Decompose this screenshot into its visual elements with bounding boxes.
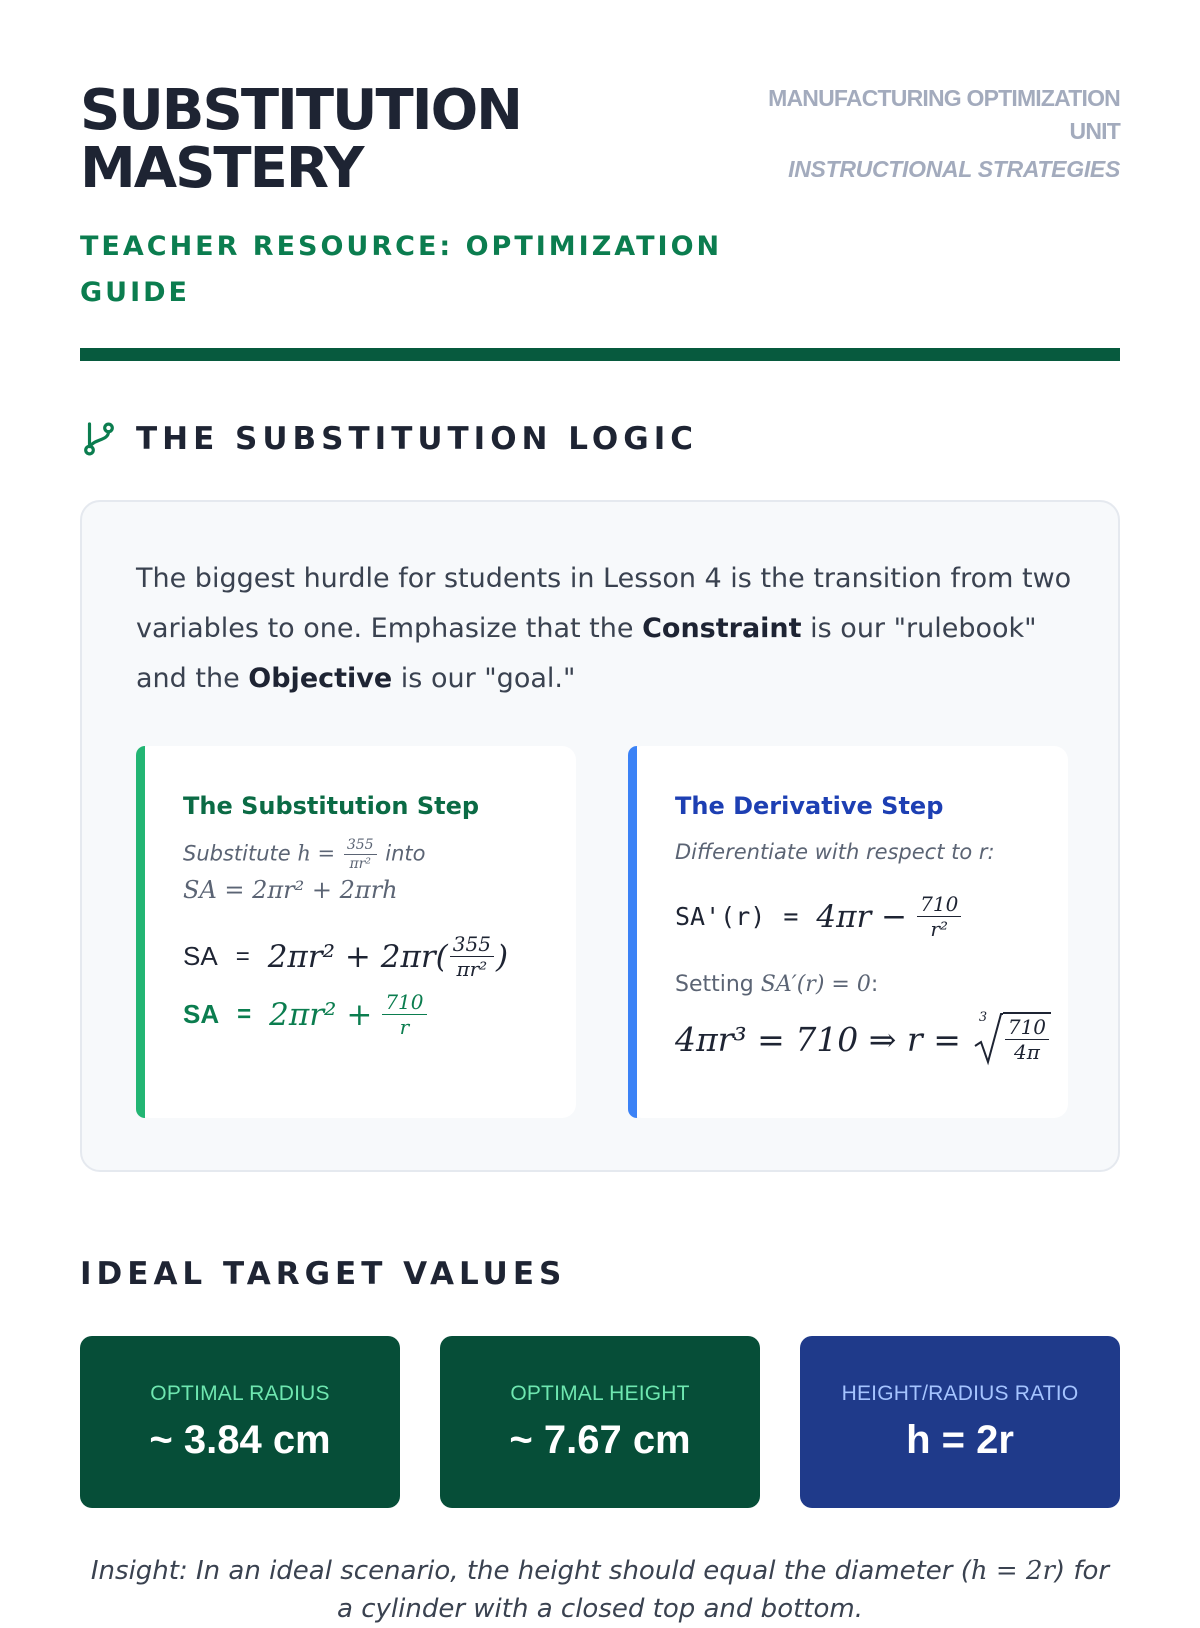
card-title: The Substitution Step xyxy=(183,792,480,820)
insight-suffix: ) for a cylinder with a closed top and bottom. xyxy=(337,1556,1110,1624)
unit-label: MANUFACTURING OPTIMIZATION UNIT xyxy=(768,85,1120,144)
intro-text-1: The biggest hurdle for students in Lesson 4 is the transition from two variables to one. Emphasize that the xyxy=(136,563,1072,644)
eq-fraction xyxy=(1003,1012,1051,1062)
insight-note xyxy=(80,1552,1120,1628)
root-index: 3 xyxy=(978,1010,988,1025)
height-radius-ratio-tile xyxy=(800,1336,1120,1508)
eq-fraction xyxy=(917,894,961,939)
radical-sign-icon xyxy=(973,1012,1003,1066)
substitution-note xyxy=(183,838,426,871)
eq-expression: 2πr² + 2πr( xyxy=(267,938,448,975)
intro-text-3: is our "goal." xyxy=(392,663,576,694)
note-prefix: Substitute xyxy=(183,841,298,866)
optimal-height-tile xyxy=(440,1336,760,1508)
page-header xyxy=(80,78,1120,362)
strategies-label: INSTRUCTIONAL STRATEGIES xyxy=(788,156,1120,182)
cube-root xyxy=(973,1012,1051,1066)
eq-denominator: r² xyxy=(930,917,948,941)
eq-label: SA'(r) xyxy=(675,902,766,931)
eq-numerator: 710 xyxy=(1005,1017,1049,1040)
card-title: The Derivative Step xyxy=(675,792,944,820)
radius-solution xyxy=(675,1012,1051,1066)
intro-bold-objective: Objective xyxy=(248,663,393,694)
intro-bold-constraint: Constraint xyxy=(642,613,802,644)
eq-fraction xyxy=(450,934,494,979)
header-meta xyxy=(740,82,1120,184)
eq-sign: = xyxy=(235,942,250,970)
derivative-equation xyxy=(675,894,961,939)
tile-label: OPTIMAL HEIGHT xyxy=(510,1382,690,1405)
eq-denominator: πr² xyxy=(456,957,488,981)
header-divider xyxy=(80,348,1120,361)
eq-close-paren: ) xyxy=(495,938,509,975)
title-line-2: MASTERY xyxy=(80,136,363,201)
surface-area-formula: SA = 2πr² + 2πrh xyxy=(183,876,398,904)
title-line-1: SUBSTITUTION xyxy=(80,78,522,143)
eq-numerator: 710 xyxy=(917,894,961,917)
note-suffix: into xyxy=(385,841,426,866)
optimal-radius-tile xyxy=(80,1336,400,1508)
setting-derivative-zero xyxy=(675,972,878,997)
eq-numerator: 710 xyxy=(382,992,426,1015)
substitution-logic-heading xyxy=(80,416,698,462)
card-accent-bar xyxy=(136,746,145,1118)
note-fraction xyxy=(344,838,377,871)
intro-paragraph xyxy=(136,554,1076,704)
tile-label: HEIGHT/RADIUS RATIO xyxy=(841,1382,1079,1405)
setting-suffix: : xyxy=(870,972,879,997)
derivative-note: Differentiate with respect to r: xyxy=(675,840,995,864)
simplified-equation xyxy=(183,992,427,1037)
eq-numerator: 355 xyxy=(450,934,494,957)
eq-label: SA xyxy=(183,999,220,1029)
substitution-step-card xyxy=(136,746,576,1118)
eq-denominator: 4π xyxy=(1014,1040,1040,1064)
derivative-step-card xyxy=(628,746,1068,1118)
tile-value: h = 2r xyxy=(906,1418,1014,1462)
eq-denominator: r xyxy=(399,1015,410,1039)
git-branch-icon xyxy=(80,420,118,458)
card-accent-bar xyxy=(628,746,637,1118)
eq-label: SA xyxy=(183,941,218,971)
eq-expression: 4πr³ = 710 ⇒ r = xyxy=(675,1019,961,1059)
note-numerator: 355 xyxy=(344,838,377,855)
setting-math: SA′(r) = 0 xyxy=(760,972,871,997)
eq-expression: 2πr² + xyxy=(269,996,373,1033)
tile-label: OPTIMAL RADIUS xyxy=(150,1382,330,1405)
note-variable: h = xyxy=(297,841,336,866)
section-title: THE SUBSTITUTION LOGIC xyxy=(136,421,699,457)
substitution-equation xyxy=(183,934,508,979)
target-values-heading: IDEAL TARGET VALUES xyxy=(80,1256,567,1292)
eq-sign: = xyxy=(237,1000,252,1028)
insight-prefix: Insight: In an ideal scenario, the height should equal the diameter ( xyxy=(90,1556,971,1586)
insight-math: h = 2r xyxy=(970,1556,1055,1586)
intro-text-2: is our "rulebook" and the xyxy=(136,613,1037,694)
tile-value: ~ 3.84 cm xyxy=(149,1418,331,1462)
tile-value: ~ 7.67 cm xyxy=(509,1418,691,1462)
setting-prefix: Setting xyxy=(675,972,761,997)
eq-sign: = xyxy=(783,902,799,931)
eq-fraction xyxy=(382,992,426,1037)
page-subtitle: TEACHER RESOURCE: OPTIMIZATION GUIDE xyxy=(80,231,723,308)
substitution-logic-panel xyxy=(80,500,1120,1172)
note-denominator: πr² xyxy=(349,856,371,872)
eq-expression: 4πr − xyxy=(816,898,908,935)
